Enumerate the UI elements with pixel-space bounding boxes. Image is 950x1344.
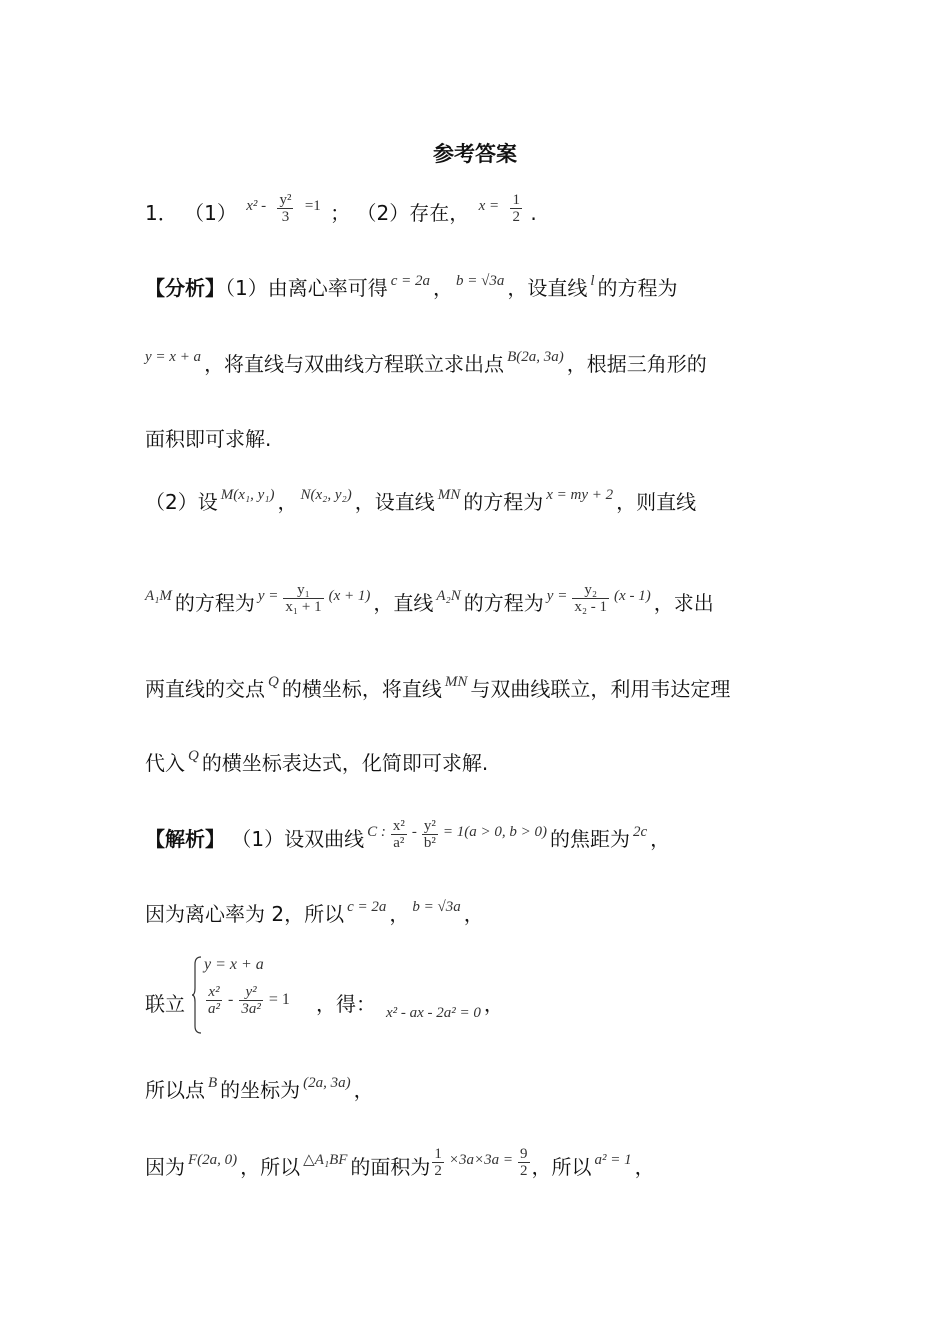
formula: (x - 1): [614, 588, 651, 604]
system-equation-1: y = x + a: [204, 956, 264, 973]
solution-line-3: [145, 990, 185, 1018]
fraction: $\frac{1}{2}$: [512, 192, 520, 225]
formula: N(x₂, y₂): [300, 487, 352, 503]
text: 的坐标为: [220, 1078, 301, 1102]
formula: A₁M: [145, 588, 172, 604]
page-title: 参考答案: [433, 142, 517, 166]
text: ，设直线: [507, 276, 588, 300]
text: ；: [330, 201, 351, 225]
analysis-line-5: [145, 582, 714, 621]
formula: = 1(a > 0, b > 0): [442, 824, 547, 840]
analysis-line-1: [145, 274, 678, 305]
formula: c = 2a: [347, 899, 387, 915]
formula: x = my + 2: [546, 487, 614, 503]
formula: MN: [437, 487, 461, 503]
text: （1）由离心率可得: [225, 276, 388, 300]
fraction: $\frac{1}{2}$: [434, 1146, 442, 1179]
text: 的横坐标表达式，化简即可求解.: [201, 751, 489, 775]
text: ，: [634, 1155, 655, 1179]
formula: b = √3a: [412, 899, 461, 915]
text: 因为离心率为 2，所以: [145, 902, 345, 926]
formula: B(2a, 3a): [507, 349, 564, 365]
text: 的方程为: [463, 591, 544, 615]
formula: MN: [444, 674, 468, 690]
analysis-line-6: [145, 675, 730, 706]
formula: F(2a, 0): [188, 1152, 238, 1168]
text: ，根据三角形的: [566, 352, 707, 376]
solution-line-4: [145, 1076, 374, 1107]
fraction: $\frac{\text{y²}}{\text{b²}}$: [423, 818, 436, 851]
text: 代入: [145, 751, 185, 775]
analysis-line-7: [145, 749, 488, 780]
text: 与双曲线联立，利用韦达定理: [470, 677, 731, 701]
text: ，将直线与双曲线方程联立求出点: [204, 352, 505, 376]
part-label: （1）: [184, 201, 237, 225]
formula: =1: [304, 198, 321, 214]
text: ，得：: [316, 992, 376, 1016]
formula: -: [411, 824, 417, 840]
formula: y = x + a: [145, 349, 202, 365]
formula: C :: [367, 824, 386, 840]
text: 因为: [145, 1155, 185, 1179]
text: 所以点: [145, 1078, 205, 1102]
formula: y =: [257, 588, 279, 604]
text: ，所以: [531, 1155, 592, 1179]
text: ，: [389, 902, 410, 926]
solution-line-1: [145, 818, 671, 857]
formula: (x + 1): [328, 588, 371, 604]
formula: l: [590, 273, 595, 289]
text: -: [228, 991, 234, 1009]
formula: (2a, 3a): [303, 1075, 351, 1091]
formula: M(x₁, y₁): [220, 487, 275, 503]
text: ，: [483, 992, 504, 1016]
text: 的方程为: [597, 276, 678, 300]
text: （1）设双曲线: [231, 827, 365, 851]
formula: x² -: [246, 198, 267, 214]
text: ，: [353, 1078, 374, 1102]
text: 的方程为: [174, 591, 255, 615]
text: 两直线的交点: [145, 677, 265, 701]
answer-line-1: [145, 192, 537, 231]
brace-icon: [192, 956, 202, 1034]
text: = 1: [268, 991, 290, 1009]
text: ，: [277, 490, 298, 514]
text: ，求出: [653, 591, 714, 615]
solution-line-5: [145, 1146, 655, 1185]
formula: Q: [188, 748, 199, 764]
text: ，所以: [240, 1155, 301, 1179]
formula: Q: [268, 674, 279, 690]
text: .: [530, 201, 537, 225]
text: 的焦距为: [549, 827, 630, 851]
formula: c = 2a: [390, 273, 431, 289]
fraction: $\frac{9}{2}$: [520, 1146, 528, 1179]
text: ，设直线: [354, 490, 435, 514]
text: （2）存在，: [356, 201, 470, 225]
text: 的横坐标，将直线: [281, 677, 442, 701]
text: ，: [463, 902, 484, 926]
text: 联立: [145, 992, 185, 1016]
fraction: $\frac{\text{y₂}}{\text{x₂ - 1}}$: [574, 582, 608, 615]
solution-line-2: [145, 900, 484, 931]
fraction: $\frac{\text{x²}}{\text{a²}}$: [208, 984, 220, 1017]
text: ，则直线: [616, 490, 697, 514]
formula: b = √3a: [456, 273, 505, 289]
formula: △A₁BF: [303, 1152, 348, 1168]
fraction: $\frac{\text{x²}}{\text{a²}}$: [392, 818, 405, 851]
fraction: $\frac{\text{y²}}{\text{3a²}}$: [241, 984, 261, 1017]
formula: x² - ax - 2a² = 0: [386, 1005, 481, 1021]
formula: 2c: [632, 824, 648, 840]
system-equation-2: [204, 984, 290, 1017]
analysis-line-3: 面积即可求解.: [145, 427, 272, 451]
formula: A₂N: [436, 588, 461, 604]
text: 的面积为: [350, 1155, 431, 1179]
solution-line-3-cont: [316, 990, 504, 1021]
analysis-line-2: [145, 350, 707, 381]
text: 的方程为: [463, 490, 544, 514]
text: ，: [650, 827, 671, 851]
text: ，: [433, 276, 454, 300]
formula: y =: [546, 588, 568, 604]
section-label: 【分析】: [145, 276, 225, 300]
fraction: $\frac{\text{y²}}{3}$: [279, 192, 292, 225]
formula: a² = 1: [594, 1152, 632, 1168]
formula: x =: [478, 198, 500, 214]
fraction: $\frac{\text{y₁}}{\text{x₁ + 1}}$: [285, 582, 322, 615]
section-label: 【解析】: [145, 827, 225, 851]
text: ，直线: [373, 591, 434, 615]
text: （2）设: [145, 490, 218, 514]
analysis-line-4: [145, 488, 696, 519]
formula: B: [208, 1075, 218, 1091]
question-number: 1．: [145, 201, 178, 225]
formula: ×3a×3a =: [448, 1152, 514, 1168]
